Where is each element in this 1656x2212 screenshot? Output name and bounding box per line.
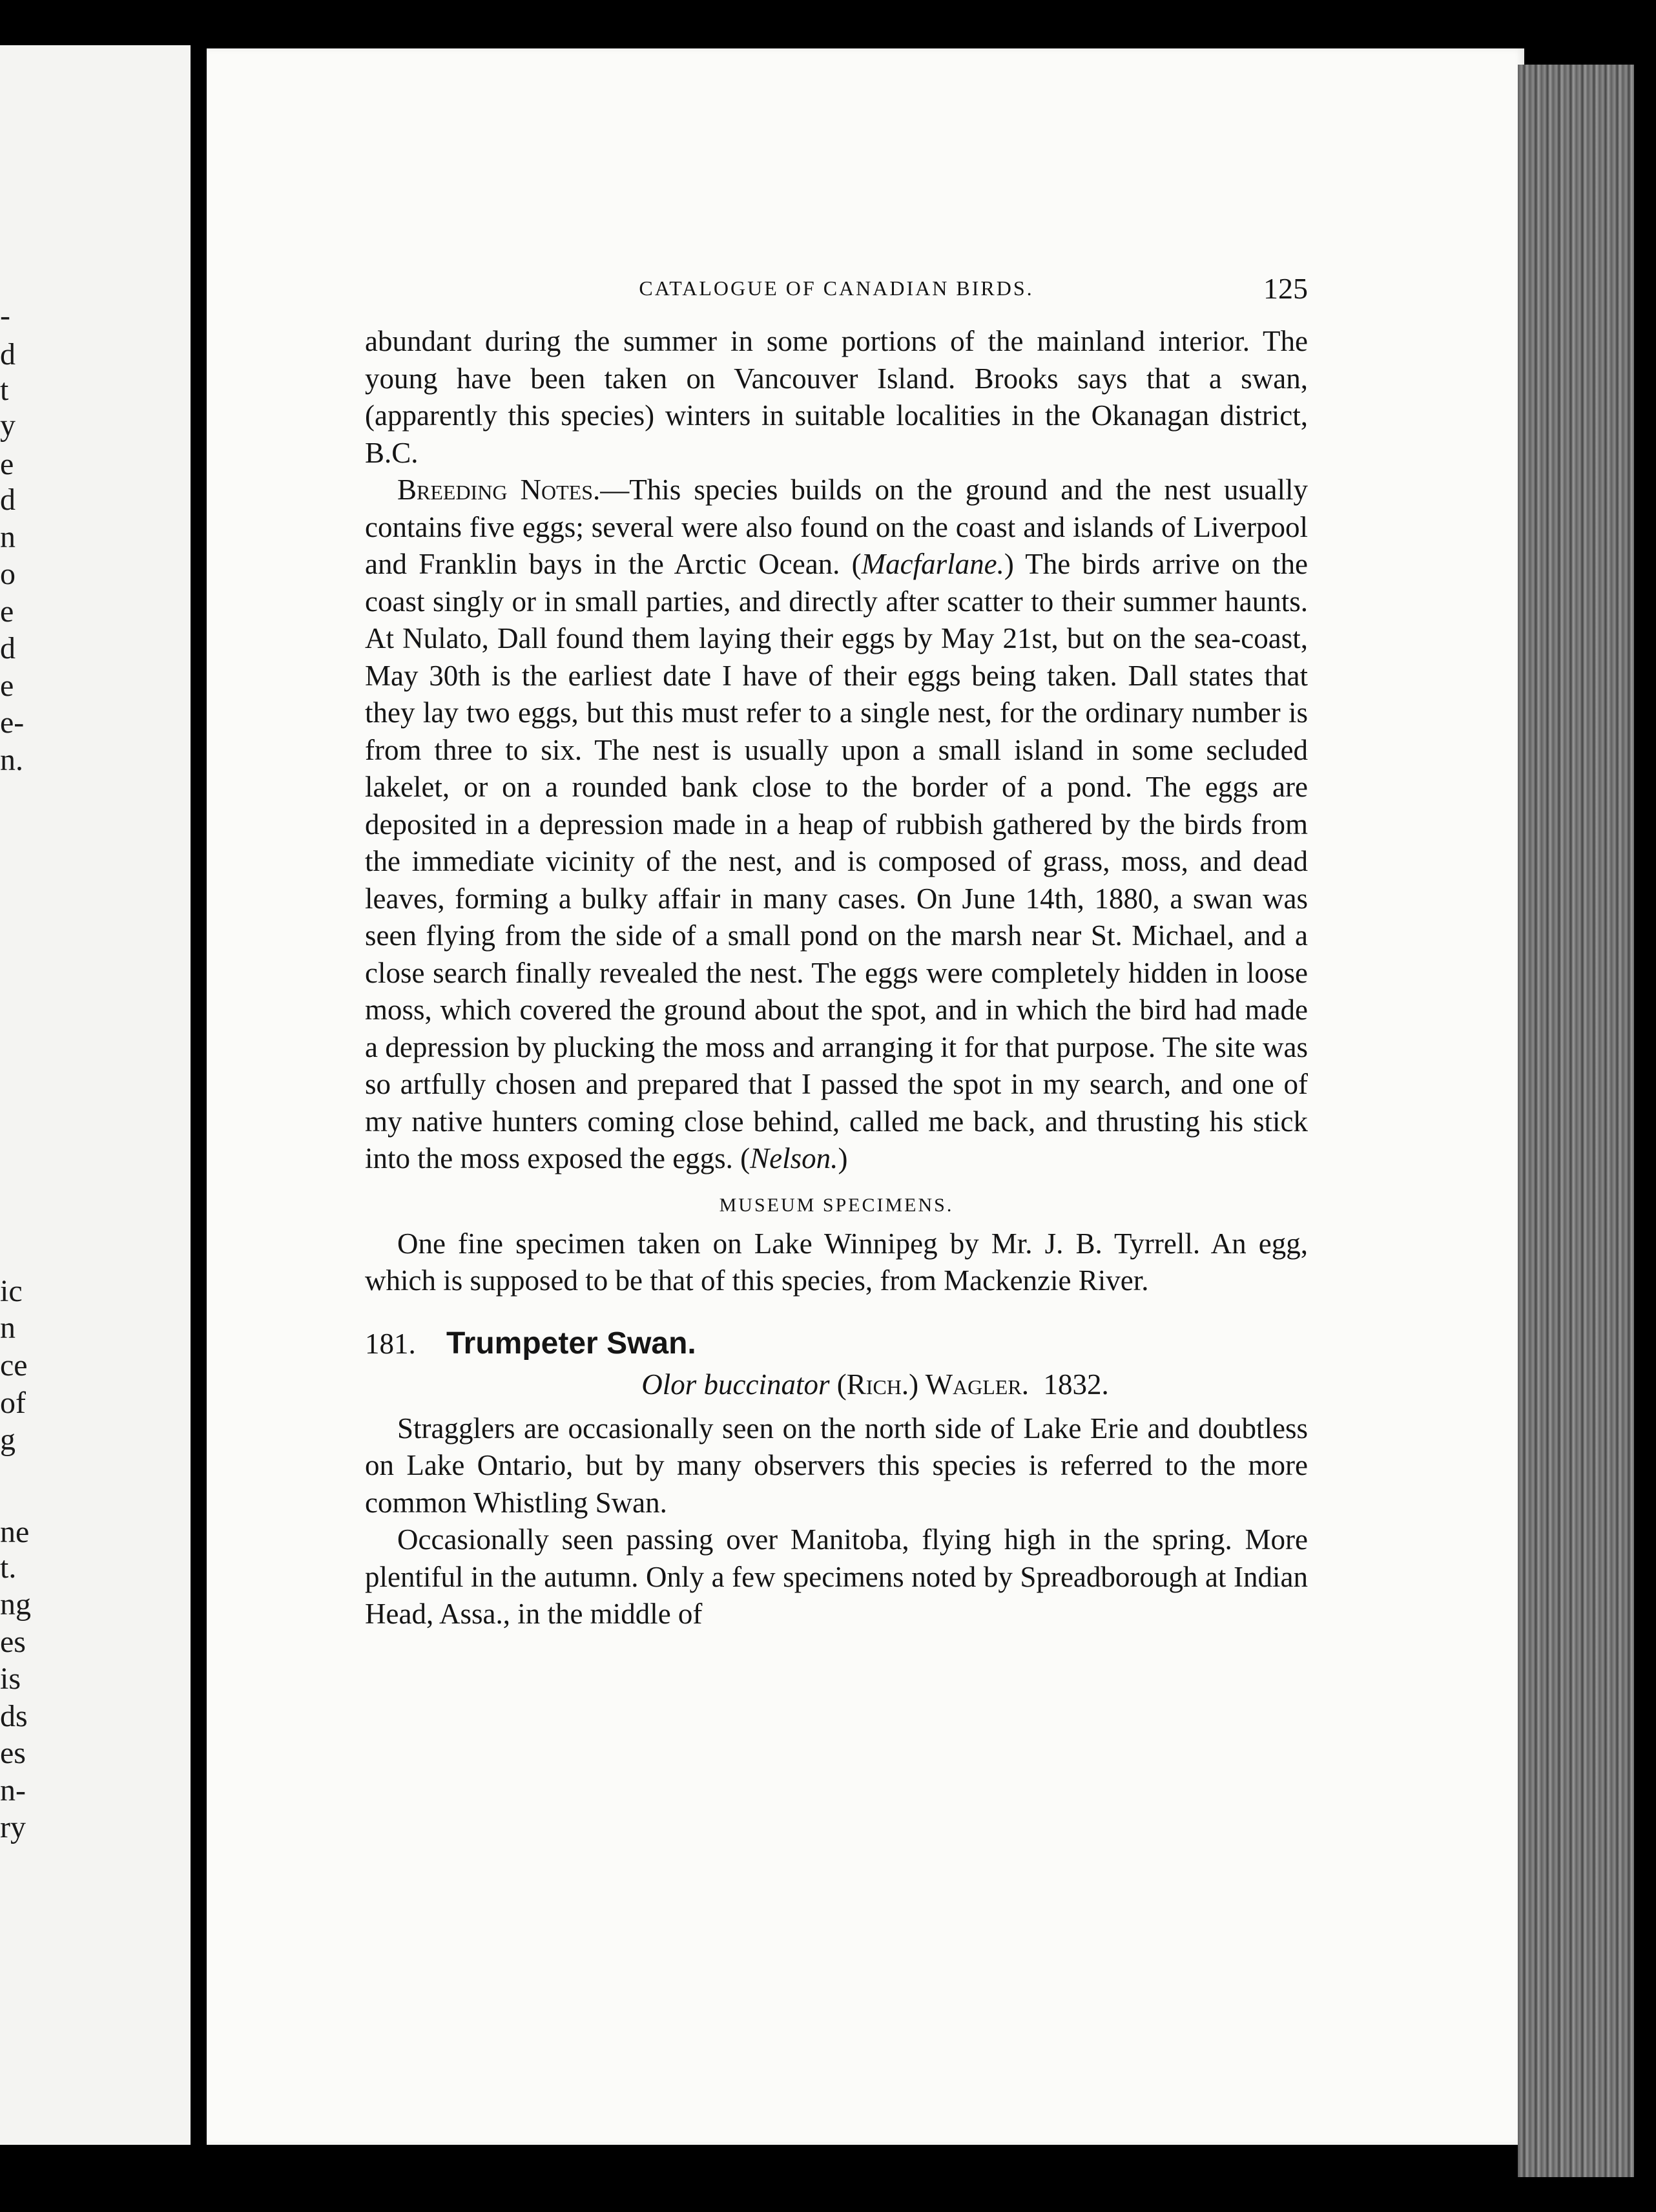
species-heading: [365, 1326, 1308, 1361]
left-fragment: e-: [0, 705, 25, 740]
left-fragment: es: [0, 1736, 26, 1770]
left-page-text-fragments: [0, 45, 39, 2145]
breeding-text-a: —This species builds on the ground and the nest usually contains five eggs; several were also found on the coast and islands of Liverpool and Franklin bays in the Arctic Ocean. (: [365, 474, 1308, 580]
running-title: CATALOGUE OF CANADIAN BIRDS.: [639, 276, 1034, 300]
left-fragment: ng: [0, 1587, 31, 1622]
left-fragment: n: [0, 1311, 16, 1345]
left-fragment: d: [0, 631, 16, 665]
scientific-name-line: [442, 1368, 1308, 1401]
left-fragment: o: [0, 557, 16, 591]
page-number: 125: [1263, 272, 1308, 305]
left-fragment: g: [0, 1423, 16, 1457]
left-fragment: ce: [0, 1348, 28, 1382]
species-number: 181.: [365, 1327, 416, 1360]
left-fragment: e: [0, 669, 14, 703]
page-content: [365, 271, 1308, 1633]
left-fragment: n.: [0, 743, 23, 777]
left-fragment: ic: [0, 1274, 23, 1308]
breeding-text-c: ): [838, 1142, 848, 1174]
paragraph-intro: abundant during the summer in some portions of the mainland interior. The young have been taken on Vancouver Island. Brooks says that a swan, (apparently this species) winters in suitable localities in the Okanagan district, B.C.: [365, 325, 1308, 469]
left-fragment: t: [0, 373, 9, 407]
left-fragment: e: [0, 594, 14, 629]
page-edge-stack: [1518, 65, 1634, 2177]
left-fragment: e: [0, 447, 14, 481]
left-fragment: ds: [0, 1699, 28, 1733]
left-fragment: is: [0, 1662, 21, 1696]
left-facing-page: [0, 45, 191, 2145]
left-fragment: of: [0, 1386, 26, 1420]
paragraph-breeding-notes: [365, 472, 1308, 1178]
species-year: 1832.: [1043, 1368, 1109, 1401]
left-fragment: n: [0, 520, 16, 554]
paragraph-stragglers: Stragglers are occasionally seen on the north side of Lake Erie and doubtless on Lake Ontario, but by many observers this species is referred to the more common Whistling Swan.: [365, 1412, 1308, 1519]
left-fragment: y: [0, 408, 16, 443]
paragraph-manitoba: Occasionally seen passing over Manitoba, flying high in the spring. More plentiful in the autumn. Only a few specimens noted by Spreadborough at Indian Head, Assa., in the middle of: [365, 1523, 1308, 1630]
citation-nelson: Nelson.: [750, 1142, 838, 1174]
left-fragment: -: [0, 298, 10, 333]
breeding-text-b: ) The birds arrive on the coast singly or in small parties, and directly after scatter to their summer haunts. At Nulato, Dall found them laying their eggs by May 21st, but on the sea-coast, May 30th is the earliest date I have of their eggs being taken. Dall states that they lay two eggs, but this must refer to a single nest, for the ordinary number is from three to six. The nest is usually upon a small island in some secluded lakelet, or on a rounded bank close to the border of a pond. The eggs are deposited in a depression made in a heap of rubbish gathered by the birds from the immediate vicinity of the nest, and is composed of grass, moss, and dead leaves, forming a bulky affair in many cases. On June 14th, 1880, a swan was seen flying from the side of a small pond on the marsh near St. Michael, and a close search finally revealed the nest. The eggs were completely hidden in loose moss, which covered the ground about the spot, and in which the bird had made a depression by plucking the moss and arranging it for that purpose. The site was so artfully chosen and prepared that I passed the spot in my search, and one of my native hunters coming close behind, called me back, and thrusting his stick into the moss exposed the eggs. (: [365, 548, 1309, 1174]
left-fragment: d: [0, 483, 16, 517]
left-fragment: t.: [0, 1550, 17, 1585]
species-authority: (Rich.) Wagler.: [836, 1368, 1029, 1401]
paragraph-museum-specimens: One fine specimen taken on Lake Winnipeg by Mr. J. B. Tyrrell. An egg, which is supposed to be that of this species, from Mackenzie River.: [365, 1227, 1308, 1297]
left-fragment: d: [0, 337, 16, 371]
citation-macfarlane: Macfarlane.: [861, 548, 1004, 580]
left-fragment: ry: [0, 1810, 26, 1844]
species-common-name: Trumpeter Swan.: [446, 1326, 696, 1361]
museum-specimens-heading: MUSEUM SPECIMENS.: [719, 1194, 954, 1216]
left-fragment: n-: [0, 1773, 26, 1808]
latin-name: Olor buccinator: [641, 1368, 830, 1401]
breeding-notes-label: Breeding Notes.: [397, 474, 601, 506]
left-fragment: es: [0, 1625, 26, 1659]
running-header: [365, 271, 1308, 310]
left-fragment: ne: [0, 1515, 30, 1549]
